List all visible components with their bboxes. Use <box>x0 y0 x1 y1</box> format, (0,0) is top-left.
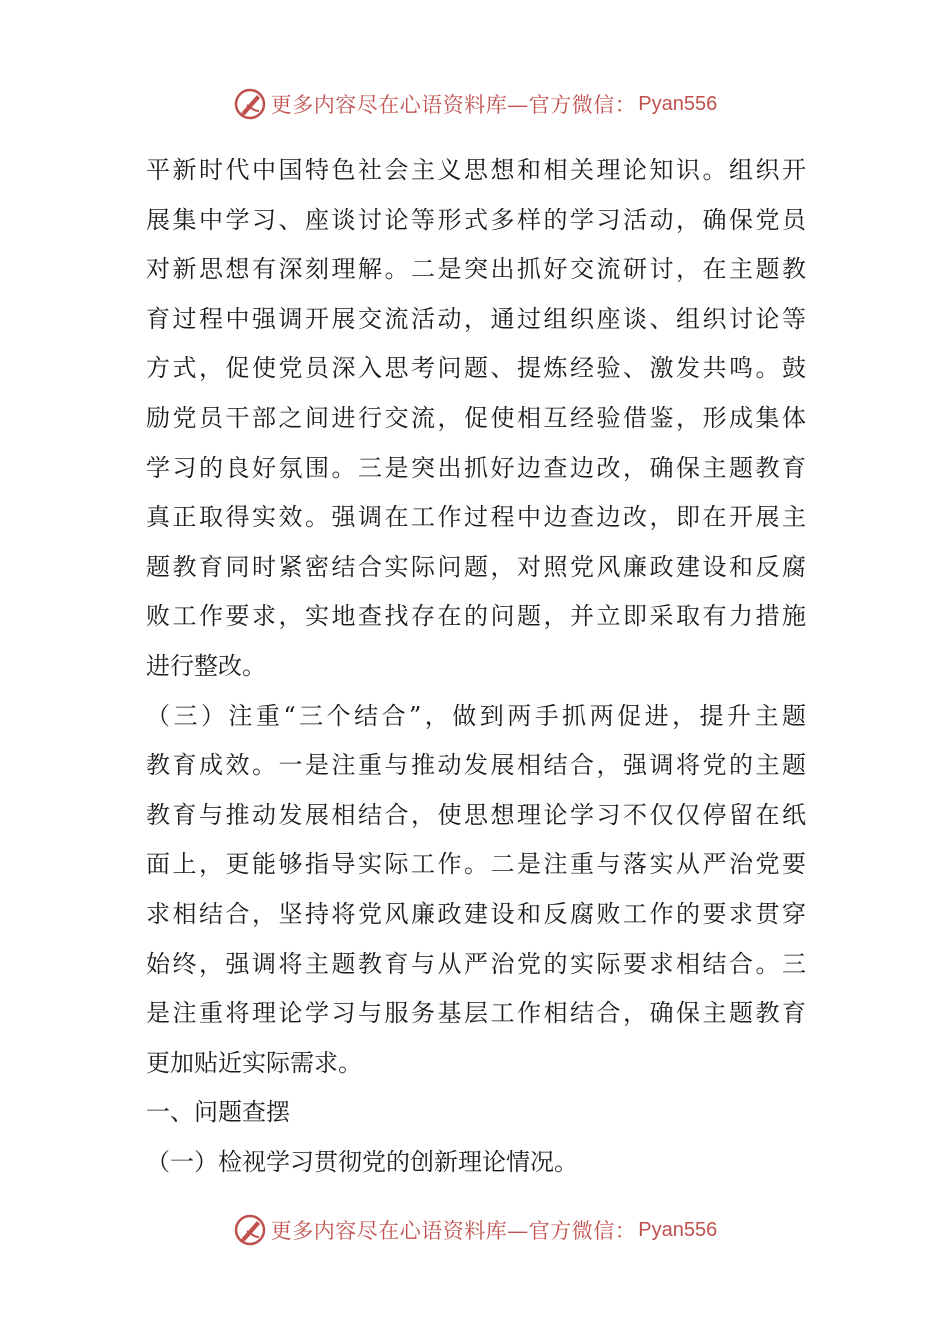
text-line: 进行整改。 <box>146 651 266 680</box>
text-line: 始终，强调将主题教育与从严治党的实际要求相结合。三 <box>146 949 806 978</box>
text-line: 方式，促使党员深入思考问题、提炼经验、激发共鸣。鼓 <box>146 354 806 383</box>
text-line: 真正取得实效。强调在工作过程中边查边改，即在开展主 <box>146 503 806 532</box>
header-watermark <box>0 84 950 124</box>
watermark-text: 更多内容尽在心语资料库—官方微信： <box>270 93 637 117</box>
text-line: 学习的良好氛围。三是突出抓好边查边改，确保主题教育 <box>146 453 806 482</box>
text-line: 教育与推动发展相结合，使思想理论学习不仅仅停留在纸 <box>146 800 806 829</box>
text-line: 败工作要求，实地查找存在的问题，并立即采取有力措施 <box>146 602 806 631</box>
watermark-text: 更多内容尽在心语资料库—官方微信： <box>270 1219 637 1243</box>
text-line: 对新思想有深刻理解。二是突出抓好交流研讨，在主题教 <box>146 255 806 284</box>
text-line: 育过程中强调开展交流活动，通过组织座谈、组织讨论等 <box>146 304 806 333</box>
text-line: （一）检视学习贯彻党的创新理论情况。 <box>146 1147 578 1176</box>
text-line: 展集中学习、座谈讨论等形式多样的学习活动，确保党员 <box>146 205 806 234</box>
text-line: 教育成效。一是注重与推动发展相结合，强调将党的主题 <box>146 751 806 780</box>
pen-logo-icon <box>233 87 267 121</box>
watermark-account: Pyan556 <box>638 1218 718 1241</box>
text-line: 平新时代中国特色社会主义思想和相关理论知识。组织开 <box>146 156 806 184</box>
text-line: 求相结合，坚持将党风廉政建设和反腐败工作的要求贯穿 <box>146 899 806 928</box>
watermark-account: Pyan556 <box>638 92 718 115</box>
text-line: 更加贴近实际需求。 <box>146 1048 362 1077</box>
text-line: 励党员干部之间进行交流，促使相互经验借鉴，形成集体 <box>146 403 806 432</box>
text-line: 一、问题查摆 <box>146 1098 290 1127</box>
text-line: 面上，更能够指导实际工作。二是注重与落实从严治党要 <box>146 850 806 879</box>
footer-watermark <box>0 1210 950 1250</box>
document-body <box>146 146 806 1187</box>
text-line: （三）注重“三个结合”，做到两手抓两促进，提升主题 <box>146 701 806 730</box>
pen-logo-icon <box>233 1213 267 1247</box>
text-line: 是注重将理论学习与服务基层工作相结合，确保主题教育 <box>146 999 806 1028</box>
text-line: 题教育同时紧密结合实际问题，对照党风廉政建设和反腐 <box>146 552 806 581</box>
